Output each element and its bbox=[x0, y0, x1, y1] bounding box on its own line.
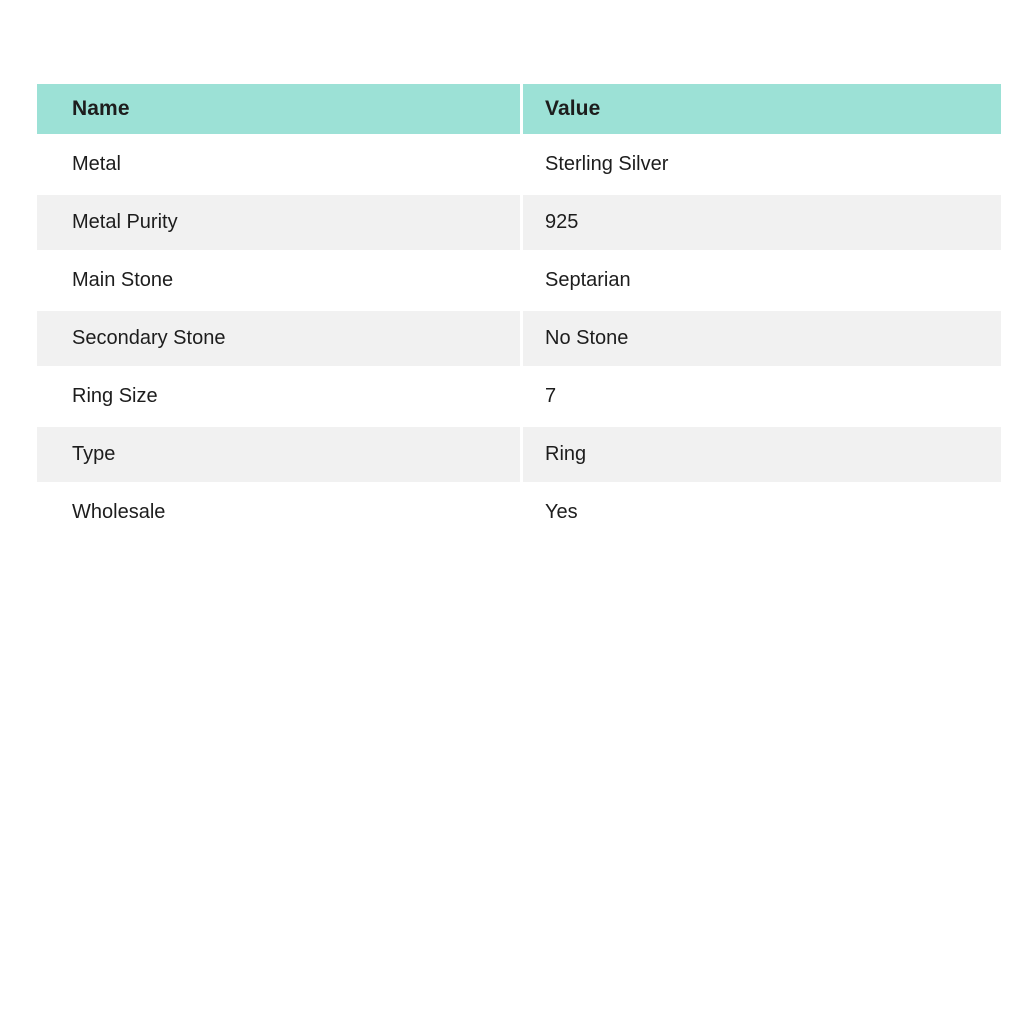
attribute-name-cell: Ring Size bbox=[37, 369, 523, 424]
table-row bbox=[37, 485, 1001, 540]
attribute-value-cell: No Stone bbox=[523, 311, 1001, 366]
table-row bbox=[37, 427, 1001, 482]
table-body bbox=[37, 137, 1001, 540]
attribute-name-cell: Wholesale bbox=[37, 485, 523, 540]
attribute-value-cell: 7 bbox=[523, 369, 1001, 424]
attribute-value-cell: 925 bbox=[523, 195, 1001, 250]
table-row bbox=[37, 253, 1001, 308]
column-header-name: Name bbox=[37, 84, 523, 134]
attribute-value-cell: Yes bbox=[523, 485, 1001, 540]
table-row bbox=[37, 195, 1001, 250]
attribute-value-cell: Sterling Silver bbox=[523, 137, 1001, 192]
attribute-value-cell: Ring bbox=[523, 427, 1001, 482]
column-header-value: Value bbox=[523, 84, 1001, 134]
attribute-value-cell: Septarian bbox=[523, 253, 1001, 308]
attribute-name-cell: Type bbox=[37, 427, 523, 482]
attribute-name-cell: Main Stone bbox=[37, 253, 523, 308]
table-row bbox=[37, 369, 1001, 424]
attribute-name-cell: Metal bbox=[37, 137, 523, 192]
table-header-row bbox=[37, 84, 1001, 134]
table-row bbox=[37, 311, 1001, 366]
attribute-name-cell: Secondary Stone bbox=[37, 311, 523, 366]
table-row bbox=[37, 137, 1001, 192]
attribute-name-cell: Metal Purity bbox=[37, 195, 523, 250]
attributes-table bbox=[37, 81, 1001, 543]
